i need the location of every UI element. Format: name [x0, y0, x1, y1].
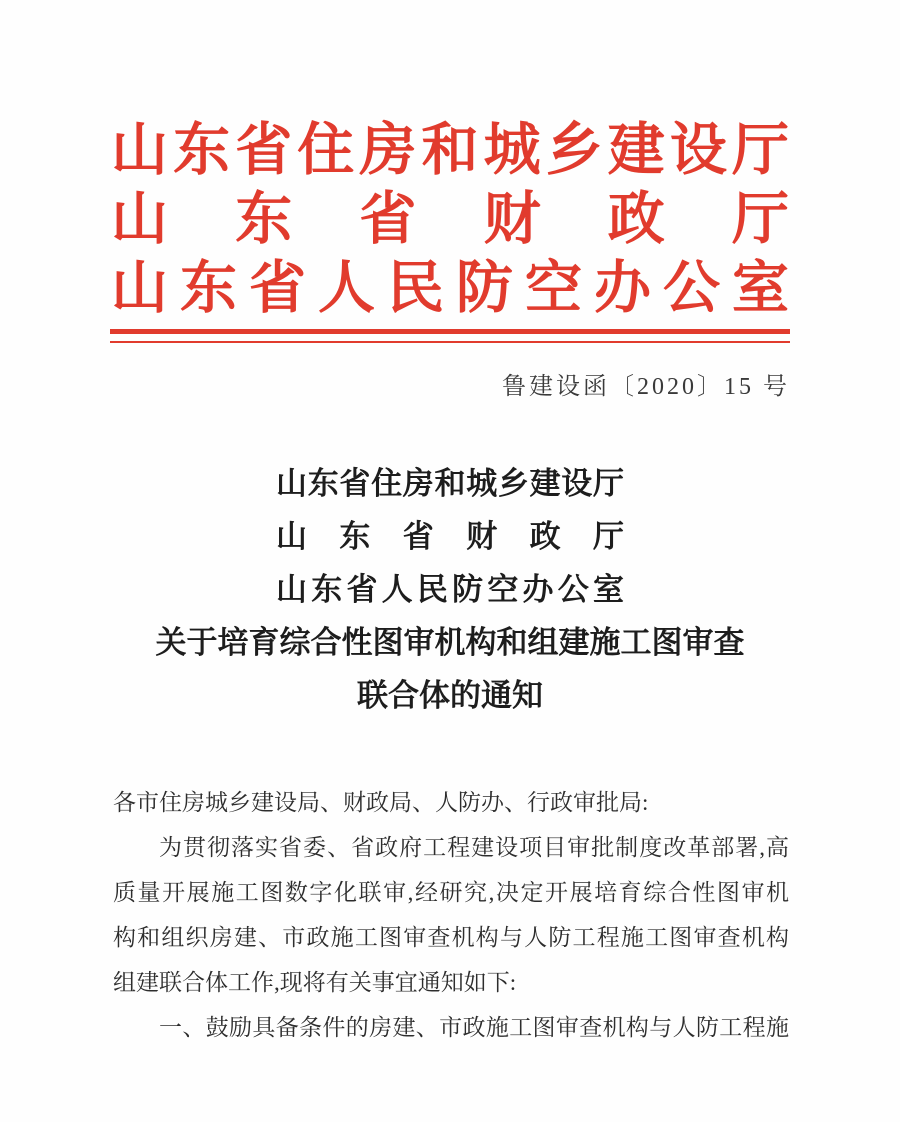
masthead-divider-thick-rule	[110, 329, 790, 334]
document-title-block	[0, 457, 900, 722]
body-paragraph-line: 质量开展施工图数字化联审,经研究,决定开展培育综合性图审机	[113, 880, 789, 905]
document-body	[113, 780, 789, 1050]
body-paragraph-line: 构和组织房建、市政施工图审查机构与人防工程施工图审查机构	[113, 925, 789, 950]
red-masthead	[111, 116, 789, 323]
masthead-org-line-1: 山东省住房和城乡建设厅	[111, 119, 789, 182]
body-paragraph-line: 组建联合体工作,现将有关事宜通知如下:	[113, 970, 517, 995]
title-subject-line-2: 联合体的通知	[357, 678, 543, 713]
body-paragraph-line: 为贯彻落实省委、省政府工程建设项目审批制度改革部署,高	[159, 835, 789, 860]
body-item-one-line: 一、鼓励具备条件的房建、市政施工图审查机构与人防工程施	[159, 1015, 789, 1040]
title-org-line-3: 山东省人民防空办公室	[276, 572, 624, 607]
title-org-line-2: 山东省财政厅	[276, 519, 624, 554]
masthead-divider-thin-rule	[110, 341, 790, 343]
document-reference-number: 鲁建设函〔2020〕15 号	[502, 374, 790, 400]
masthead-org-line-2: 山东省财政厅	[111, 188, 789, 251]
title-subject-line-1: 关于培育综合性图审机构和组建施工图审查	[155, 625, 745, 660]
body-salutation-line: 各市住房城乡建设局、财政局、人防办、行政审批局:	[113, 790, 649, 815]
title-org-line-1: 山东省住房和城乡建设厅	[276, 466, 624, 501]
masthead-org-line-3: 山东省人民防空办公室	[111, 257, 789, 320]
